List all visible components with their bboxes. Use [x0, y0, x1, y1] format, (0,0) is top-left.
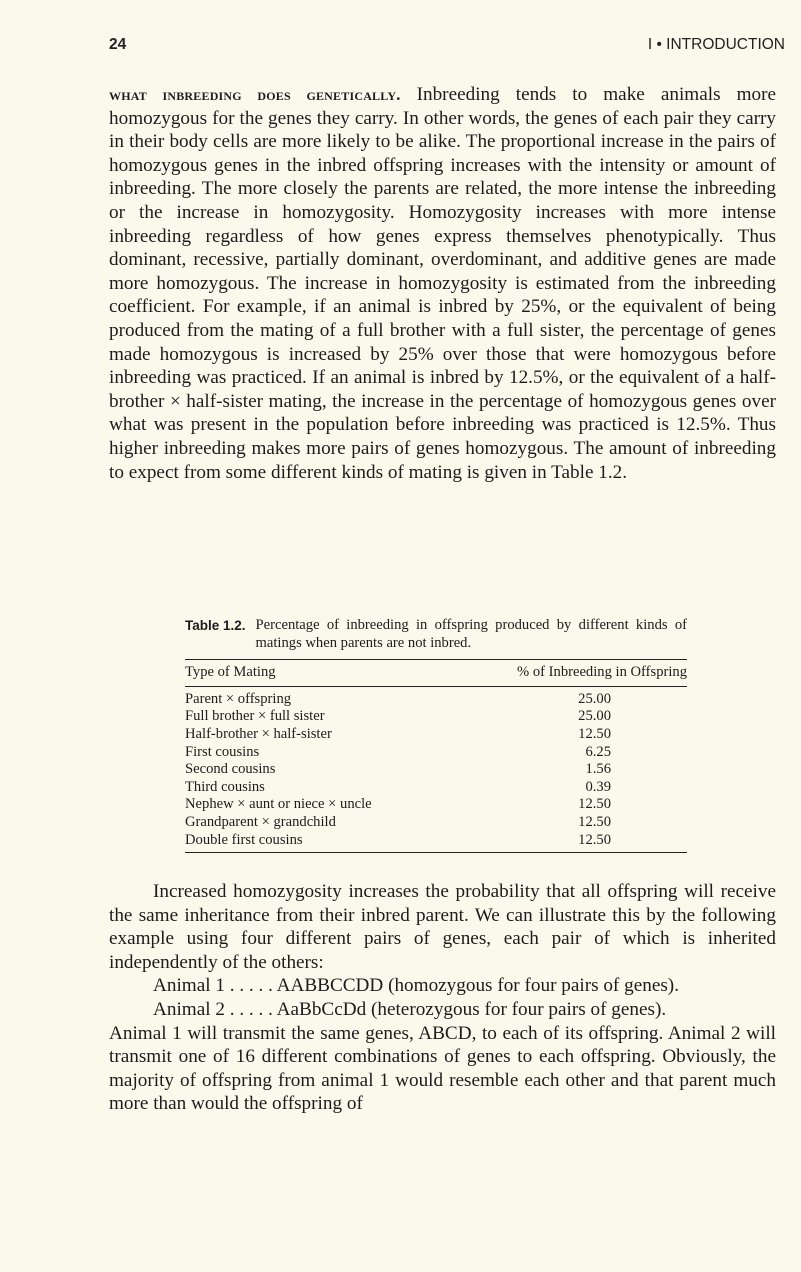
- running-head: [109, 36, 785, 54]
- table-row: [185, 796, 687, 814]
- table-header-row: [185, 660, 687, 687]
- animal-1-line: Animal 1 . . . . . AABBCCDD (homozygous for four pairs of genes).: [153, 975, 679, 997]
- data-table: [185, 659, 687, 853]
- table-row: [185, 744, 687, 762]
- table-row: [185, 708, 687, 726]
- section-title: I • INTRODUCTION: [647, 36, 785, 53]
- table-row: [185, 761, 687, 779]
- mating-type-cell: Parent × offspring: [185, 690, 292, 707]
- table-row: [185, 686, 687, 708]
- mating-type-cell: First cousins: [185, 743, 260, 760]
- mating-type-cell: Double first cousins: [185, 832, 448, 853]
- paragraph-body: Inbreeding tends to make animals more homozygous for the genes they carry. In other words, the genes of each pair they carry in their body cells are more likely to be alike. The proportional increase in the pairs of homozygous genes in the inbred offspring increases with the intensity or amount of inbreeding. The more closely the parents are related, the more intense the inbreeding or the increase in homozygosity. Homozygosity increases with more intense inbreeding regardless of how genes express themselves phenotypically. Thus dominant, recessive, partially dominant, overdominant, and additive genes are made more homozygous. The increase in homozygosity is estimated from the inbreeding coefficient. For example, if an animal is inbred by 25%, or the equivalent of being produced from the mating of a full brother with a full sister, the percentage of genes made homozygous is increased by 25% over those that were homozygous before inbreeding was practiced. If an animal is inbred by 12.5%, or the equivalent of a half-brother × half-sister mating, the increase in the percentage of homozygous genes over what was present in the population before inbreeding was practiced is 12.5%. Thus higher inbreeding makes more pairs of genes homozygous. The amount of inbreeding to expect from some different kinds of mating is given in Table 1.2.: [109, 84, 776, 483]
- animal-2-line: Animal 2 . . . . . AaBbCcDd (heterozygous for four pairs of genes).: [153, 998, 667, 1020]
- mating-type-cell: Half-brother × half-sister: [185, 725, 332, 742]
- mating-type-cell: Second cousins: [185, 761, 276, 778]
- page-number: 24: [109, 36, 127, 53]
- mating-type-cell: Grandparent × grandchild: [185, 813, 336, 830]
- header-percent: % of Inbreeding in Offspring: [448, 660, 687, 687]
- table-row: [185, 779, 687, 797]
- header-mating: Type of Mating: [185, 660, 448, 687]
- inbreeding-percent-cell: 12.50: [448, 832, 687, 853]
- inbreeding-percent-cell: 1.56: [585, 761, 611, 778]
- table-row: [185, 726, 687, 744]
- section-homozygosity-paragraph: [109, 880, 776, 1116]
- inbreeding-percent-cell: 6.25: [585, 743, 611, 760]
- table-label: Table 1.2.: [185, 618, 246, 633]
- inbreeding-percent-cell: 12.50: [578, 796, 611, 813]
- mating-type-cell: Third cousins: [185, 778, 265, 795]
- conclusion-paragraph: Animal 1 will transmit the same genes, ABCD, to each of its offspring. Animal 2 will transmit one of 16 different combinations of genes to each offspring. Obviously, the majority of offspring from animal 1 would resemble each other and that parent much more than would the offspring of: [109, 1022, 776, 1115]
- inbreeding-percent-cell: 25.00: [578, 708, 611, 725]
- inbreeding-percent-cell: 25.00: [578, 690, 611, 707]
- section-heading: what inbreeding does genetically.: [109, 85, 401, 104]
- table-row: [185, 832, 687, 853]
- inbreeding-table: [185, 617, 687, 853]
- table-caption-text: Percentage of inbreeding in offspring produced by different kinds of matings when parents are not inbred.: [255, 617, 687, 651]
- section-genetics-paragraph: [109, 83, 776, 484]
- inbreeding-percent-cell: 0.39: [585, 778, 611, 795]
- inbreeding-percent-cell: 12.50: [578, 813, 611, 830]
- mating-type-cell: Nephew × aunt or niece × uncle: [185, 796, 372, 813]
- table-row: [185, 814, 687, 832]
- intro-paragraph: Increased homozygosity increases the probability that all offspring will receive the same inheritance from their inbred parent. We can illustrate this by the following example using four different pairs of genes, each pair of which is inherited independently of the others:: [109, 881, 776, 973]
- inbreeding-percent-cell: 12.50: [578, 725, 611, 742]
- table-caption: [185, 617, 687, 652]
- mating-type-cell: Full brother × full sister: [185, 708, 325, 725]
